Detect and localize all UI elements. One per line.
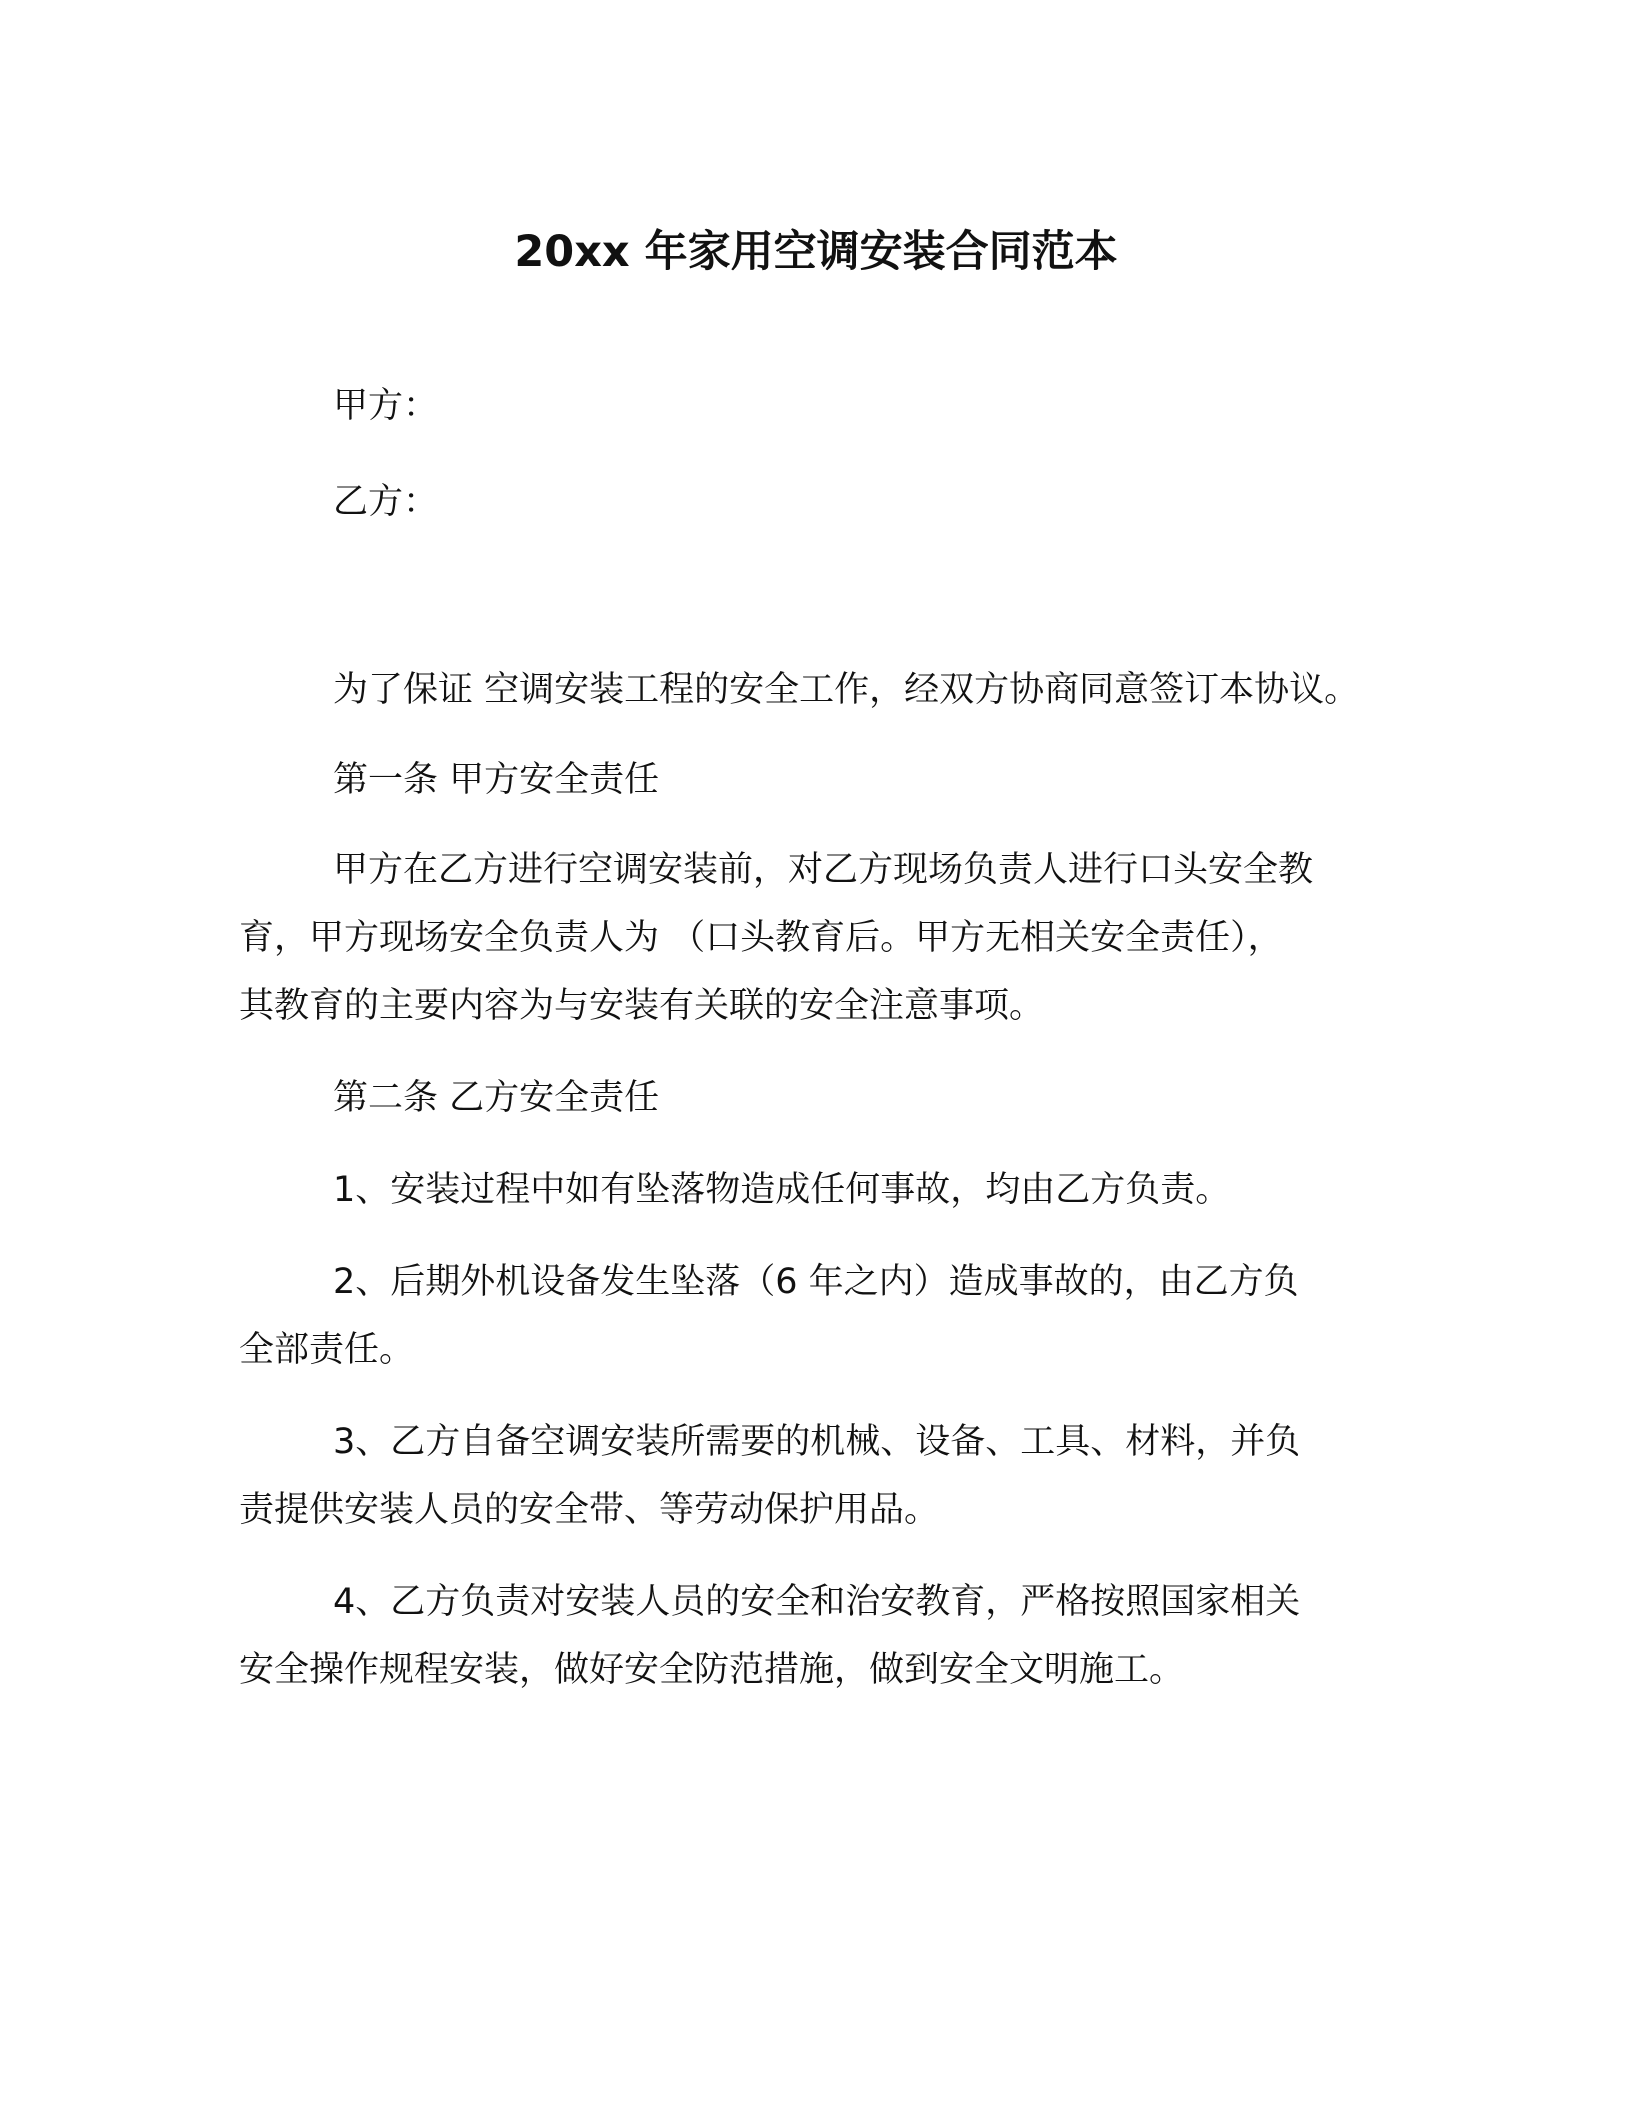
intro-paragraph: 为了保证 空调安装工程的安全工作，经双方协商同意签订本协议。	[333, 670, 1360, 710]
article-2-item-1: 1、安装过程中如有坠落物造成任何事故，均由乙方负责。	[333, 1170, 1231, 1210]
article-1-line-1: 甲方在乙方进行空调安装前，对乙方现场负责人进行口头安全教	[333, 850, 1314, 890]
article-2-item-3-line-2: 责提供安装人员的安全带、等劳动保护用品。	[239, 1490, 940, 1530]
article-2-item-4-line-1: 4、乙方负责对安装人员的安全和治安教育，严格按照国家相关	[333, 1582, 1301, 1622]
article-2-item-3-line-1: 3、乙方自备空调安装所需要的机械、设备、工具、材料，并负	[333, 1422, 1301, 1462]
article-2-heading: 第二条 乙方安全责任	[333, 1078, 660, 1118]
document-title: 20xx 年家用空调安装合同范本	[514, 227, 1118, 277]
article-1-line-2: 育，甲方现场安全负责人为 （口头教育后。甲方无相关安全责任），	[239, 918, 1283, 958]
article-2-item-2-line-1: 2、后期外机设备发生坠落（6 年之内）造成事故的，由乙方负	[333, 1262, 1299, 1302]
article-2-item-2-line-2: 全部责任。	[239, 1330, 415, 1370]
article-1-heading: 第一条 甲方安全责任	[333, 760, 660, 800]
party-b-label: 乙方：	[333, 482, 439, 522]
article-1-line-3: 其教育的主要内容为与安装有关联的安全注意事项。	[239, 986, 1045, 1026]
article-2-item-4-line-2: 安全操作规程安装，做好安全防范措施，做到安全文明施工。	[239, 1650, 1185, 1690]
party-a-label: 甲方：	[333, 386, 439, 426]
